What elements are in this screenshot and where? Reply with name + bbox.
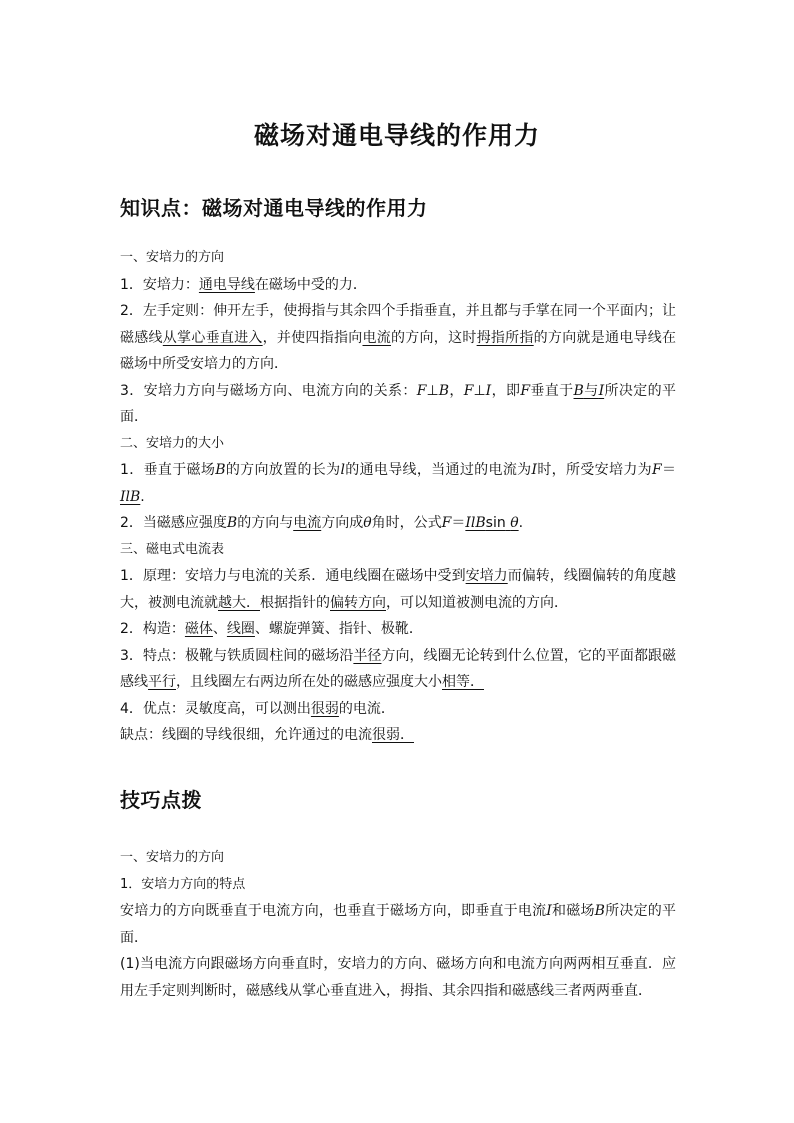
subheading-tips-direction: 一、安培力的方向 — [120, 850, 225, 865]
subheading-direction: 一、安培力的方向 — [120, 250, 225, 265]
item-heading-direction-features: 1．安培力方向的特点 — [120, 876, 246, 892]
section-heading-knowledge: 知识点：磁场对通电导线的作用力 — [120, 196, 428, 220]
subheading-magnitude: 二、安培力的大小 — [120, 435, 225, 451]
document-title: 磁场对通电导线的作用力 — [253, 121, 540, 150]
paragraph-meter-principle: 1．原理：安培力与电流的关系．通电线圈在磁场中受到安培力而偏转，线圈偏转的角度越大，被测电流就越大．根据指针的偏转方向，可以知道被测电流的方向． — [120, 568, 677, 611]
tips-content — [120, 845, 676, 1004]
paragraph-force-direction-features: 安培力的方向既垂直于电流方向，也垂直于磁场方向，即垂直于电流I和磁场B所决定的平面． — [120, 903, 677, 946]
paragraph-perpendicular-force: 1．垂直于磁场B的方向放置的长为l的通电导线，当通过的电流为I时，所受安培力为F＝IlB. — [120, 462, 677, 505]
paragraph-ampere-force: 1．安培力：通电导线在磁场中受的力． — [120, 276, 367, 293]
section-heading-tips: 技巧点拨 — [120, 788, 202, 812]
paragraph-direction-relation: 3．安培力方向与磁场方向、电流方向的关系：F⊥B，F⊥I，即F垂直于B与I所决定的平面． — [120, 382, 676, 425]
paragraph-meter-structure: 2．构造：磁体、线圈、螺旋弹簧、指针、极靴． — [120, 621, 423, 637]
paragraph-meter-advantages: 4．优点：灵敏度高，可以测出很弱的电流． — [120, 700, 395, 717]
paragraph-left-hand-rule: 2．左手定则：伸开左手，使拇指与其余四个手指垂直，并且都与手掌在同一个平面内；让磁感线从掌心垂直进入，并使四指指向电流的方向，这时拇指所指的方向就是通电导线在磁场中所受安培力的方向． — [120, 303, 677, 372]
paragraph-meter-features: 3．特点：极靴与铁质圆柱间的磁场沿半径方向，线圈无论转到什么位置，它的平面都跟磁感线平行，且线圈左右两边所在处的磁感应强度大小相等． — [120, 647, 677, 690]
paragraph-perpendicular-case: (1)当电流方向跟磁场方向垂直时，安培力的方向、磁场方向和电流方向两两相互垂直．应用左手定则判断时，磁感线从掌心垂直进入，拇指、其余四指和磁感线三者两两垂直． — [120, 956, 676, 999]
paragraph-meter-disadvantages: 缺点：线圈的导线很细，允许通过的电流很弱． — [120, 727, 414, 743]
knowledge-content — [120, 245, 676, 749]
subheading-meter: 三、磁电式电流表 — [120, 541, 225, 557]
paragraph-angle-force: 2．当磁感应强度B的方向与电流方向成θ角时，公式F＝IlBsin θ. — [120, 515, 524, 531]
